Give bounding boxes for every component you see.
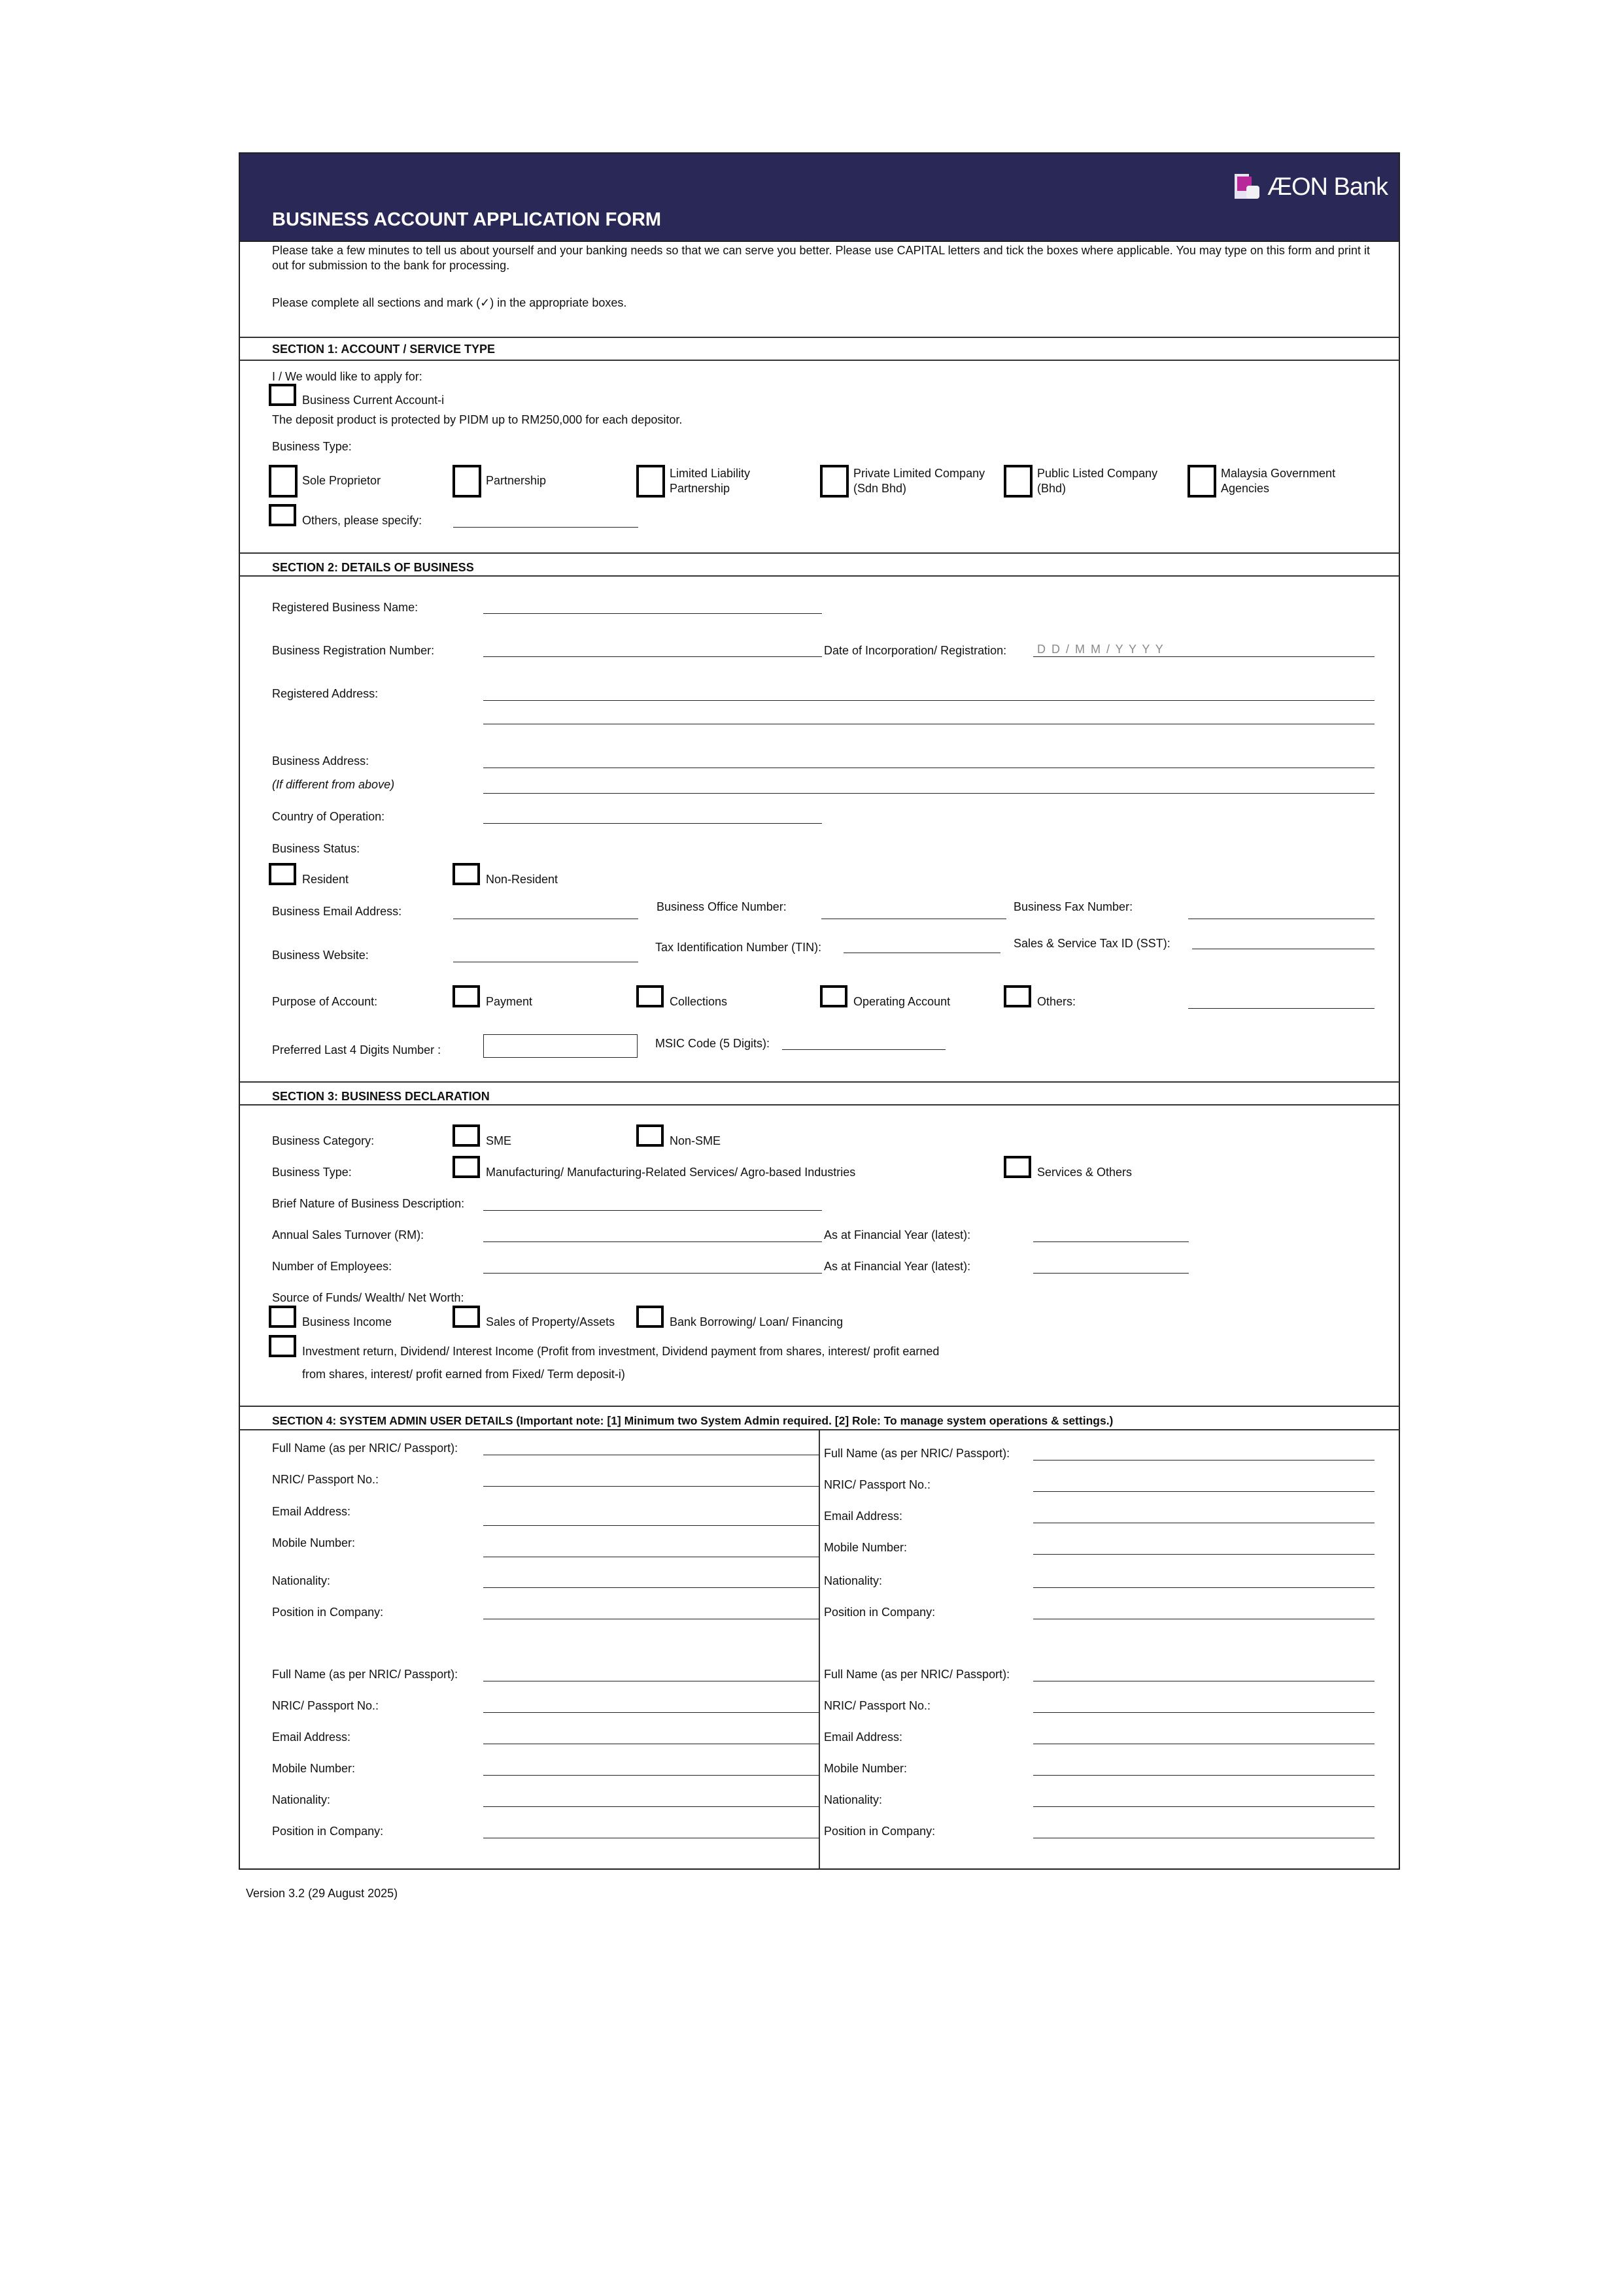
if-different-note: (If different from above) (272, 778, 395, 791)
office-number-label: Business Office Number: (657, 900, 787, 913)
purpose-others: Others: (1037, 995, 1076, 1008)
type-bhd-line2: (Bhd) (1037, 482, 1067, 495)
employees-line[interactable] (483, 1273, 822, 1274)
resident-label: Resident (302, 873, 349, 886)
nature-line[interactable] (483, 1210, 822, 1211)
checkbox-sdn-bhd[interactable] (820, 465, 849, 498)
form-title: BUSINESS ACCOUNT APPLICATION FORM (272, 209, 662, 230)
country-label: Country of Operation: (272, 810, 385, 823)
checkbox-sole-proprietor[interactable] (269, 465, 298, 498)
checkbox-others-purpose[interactable] (1004, 985, 1031, 1007)
non-resident-label: Non-Resident (486, 873, 558, 886)
admin3-nric-line[interactable] (483, 1712, 819, 1713)
admin4-mobile-line[interactable] (1033, 1775, 1375, 1776)
sme-label: SME (486, 1134, 512, 1147)
admin4-position-label: Position in Company: (824, 1825, 936, 1838)
admin2-mobile-label: Mobile Number: (824, 1541, 908, 1554)
admin2-nric-label: NRIC/ Passport No.: (824, 1478, 931, 1491)
turnover-fy-label: As at Financial Year (latest): (824, 1228, 971, 1241)
admin2-email-label: Email Address: (824, 1510, 903, 1523)
section3-heading: SECTION 3: BUSINESS DECLARATION (272, 1090, 490, 1103)
version-footer: Version 3.2 (29 August 2025) (246, 1887, 398, 1900)
apply-for-label: I / We would like to apply for: (272, 370, 422, 383)
msic-label: MSIC Code (5 Digits): (655, 1037, 770, 1050)
registration-number-line[interactable] (483, 656, 822, 657)
type-government-line1: Malaysia Government (1221, 467, 1336, 480)
purpose-payment: Payment (486, 995, 533, 1008)
type-llp-line1: Limited Liability (670, 467, 751, 480)
admin3-nric-label: NRIC/ Passport No.: (272, 1699, 379, 1712)
admin1-nationality-line[interactable] (483, 1587, 819, 1588)
admin2-position-label: Position in Company: (824, 1606, 936, 1619)
section1-head-rule (239, 360, 1399, 361)
section2-top-rule (239, 552, 1399, 554)
business-address-line-2[interactable] (483, 793, 1375, 794)
checkbox-resident[interactable] (269, 863, 296, 885)
checkbox-collections[interactable] (636, 985, 664, 1007)
logo-text: ÆON Bank (1267, 173, 1388, 201)
employees-fy-line[interactable] (1033, 1273, 1189, 1274)
admin1-full-name-label: Full Name (as per NRIC/ Passport): (272, 1442, 458, 1455)
source-business-income: Business Income (302, 1315, 392, 1328)
nature-label: Brief Nature of Business Description: (272, 1197, 465, 1210)
admin4-email-label: Email Address: (824, 1730, 903, 1744)
sst-label: Sales & Service Tax ID (SST): (1014, 937, 1170, 950)
checkbox-investment-return[interactable] (269, 1335, 296, 1357)
business-type-label: Business Type: (272, 440, 352, 453)
checkbox-sme[interactable] (453, 1124, 480, 1147)
admin1-position-label: Position in Company: (272, 1606, 384, 1619)
checkbox-operating-account[interactable] (820, 985, 847, 1007)
preferred-digits-input[interactable] (483, 1034, 638, 1058)
pidm-note: The deposit product is protected by PIDM up to RM250,000 for each depositor. (272, 413, 683, 426)
registered-address-line-1[interactable] (483, 700, 1375, 701)
others-specify-line[interactable] (453, 527, 638, 528)
purpose-label: Purpose of Account: (272, 995, 378, 1008)
services-label: Services & Others (1037, 1166, 1133, 1179)
section4-column-divider (819, 1429, 820, 1869)
country-line[interactable] (483, 823, 822, 824)
admin4-full-name-label: Full Name (as per NRIC/ Passport): (824, 1668, 1010, 1681)
admin2-nric-line[interactable] (1033, 1491, 1375, 1492)
registered-address-label: Registered Address: (272, 687, 379, 700)
business-type-label-s3: Business Type: (272, 1166, 352, 1179)
registered-name-line[interactable] (483, 613, 822, 614)
others-specify-label: Others, please specify: (302, 514, 422, 527)
source-label: Source of Funds/ Wealth/ Net Worth: (272, 1291, 464, 1304)
checkbox-bank-borrowing[interactable] (636, 1306, 664, 1328)
registration-number-label: Business Registration Number: (272, 644, 435, 657)
admin1-nric-label: NRIC/ Passport No.: (272, 1473, 379, 1486)
investment-line-1: Investment return, Dividend/ Interest Income (Profit from investment, Dividend payment from shares, interest/ profit earned (302, 1345, 940, 1358)
admin3-full-name-label: Full Name (as per NRIC/ Passport): (272, 1668, 458, 1681)
employees-label: Number of Employees: (272, 1260, 392, 1273)
admin4-nric-label: NRIC/ Passport No.: (824, 1699, 931, 1712)
section4-heading: SECTION 4: SYSTEM ADMIN USER DETAILS (Important note: [1] Minimum two System Admin required. [2] Role: To manage system operations & settings.) (272, 1414, 1114, 1427)
type-partnership: Partnership (486, 474, 547, 487)
type-bhd-line1: Public Listed Company (1037, 467, 1158, 480)
checkbox-government-agencies[interactable] (1187, 465, 1216, 498)
intro-text: Please take a few minutes to tell us about yourself and your banking needs so that we can serve you better. Please use CAPITAL letters and tick the boxes where applicable. You may type on this form and print it out for submission to the bank for processing. (272, 244, 1370, 272)
admin4-nationality-line[interactable] (1033, 1806, 1375, 1807)
checkbox-others[interactable] (269, 504, 296, 526)
section3-head-rule (239, 1104, 1399, 1106)
type-government-line2: Agencies (1221, 482, 1270, 495)
turnover-fy-line[interactable] (1033, 1241, 1189, 1242)
checkbox-sales-property[interactable] (453, 1306, 480, 1328)
source-bank-borrowing: Bank Borrowing/ Loan/ Financing (670, 1315, 844, 1328)
admin3-position-label: Position in Company: (272, 1825, 384, 1838)
website-label: Business Website: (272, 949, 369, 962)
date-placeholder: D D / M M / Y Y Y Y (1037, 643, 1165, 656)
employees-fy-label: As at Financial Year (latest): (824, 1260, 971, 1273)
admin1-nric-line[interactable] (483, 1486, 819, 1487)
admin3-mobile-line[interactable] (483, 1775, 819, 1776)
admin3-email-label: Email Address: (272, 1730, 351, 1744)
checkbox-business-income[interactable] (269, 1306, 296, 1328)
manufacturing-label: Manufacturing/ Manufacturing-Related Services/ Agro-based Industries (486, 1166, 856, 1179)
admin3-mobile-label: Mobile Number: (272, 1762, 356, 1775)
non-sme-label: Non-SME (670, 1134, 721, 1147)
checkbox-partnership[interactable] (453, 465, 481, 498)
section1-heading: SECTION 1: ACCOUNT / SERVICE TYPE (272, 343, 496, 356)
turnover-label: Annual Sales Turnover (RM): (272, 1228, 424, 1241)
business-status-label: Business Status: (272, 842, 360, 855)
tin-label: Tax Identification Number (TIN): (655, 941, 822, 954)
registered-name-label: Registered Business Name: (272, 601, 419, 614)
checkbox-bhd[interactable] (1004, 465, 1033, 498)
fax-number-label: Business Fax Number: (1014, 900, 1133, 913)
admin1-nationality-label: Nationality: (272, 1574, 331, 1587)
admin4-nationality-label: Nationality: (824, 1793, 883, 1806)
business-category-label: Business Category: (272, 1134, 375, 1147)
admin3-nationality-label: Nationality: (272, 1793, 331, 1806)
turnover-line[interactable] (483, 1241, 822, 1242)
admin1-mobile-label: Mobile Number: (272, 1536, 356, 1549)
admin2-full-name-label: Full Name (as per NRIC/ Passport): (824, 1447, 1010, 1460)
type-sole-proprietor: Sole Proprietor (302, 474, 381, 487)
checkbox-non-resident[interactable] (453, 863, 480, 885)
incorporation-date-line[interactable] (1033, 656, 1375, 657)
admin3-nationality-line[interactable] (483, 1806, 819, 1807)
email-label: Business Email Address: (272, 905, 402, 918)
checkbox-llp[interactable] (636, 465, 665, 498)
section1-top-rule (239, 337, 1399, 338)
purpose-collections: Collections (670, 995, 728, 1008)
type-sdn-bhd-line1: Private Limited Company (853, 467, 985, 480)
section3-top-rule (239, 1081, 1399, 1083)
source-sales-property: Sales of Property/Assets (486, 1315, 615, 1328)
investment-line-2: from shares, interest/ profit earned from Fixed/ Term deposit-i) (302, 1368, 625, 1381)
purpose-operating-account: Operating Account (853, 995, 951, 1008)
preferred-digits-label: Preferred Last 4 Digits Number : (272, 1043, 441, 1056)
checkbox-payment[interactable] (453, 985, 480, 1007)
admin4-mobile-label: Mobile Number: (824, 1762, 908, 1775)
admin1-email-line[interactable] (483, 1525, 819, 1526)
checkbox-business-current-account[interactable] (269, 384, 296, 406)
admin2-nationality-label: Nationality: (824, 1574, 883, 1587)
checkbox-non-sme[interactable] (636, 1124, 664, 1147)
business-address-label: Business Address: (272, 754, 369, 768)
business-current-account-label: Business Current Account-i (302, 394, 445, 407)
msic-line[interactable] (782, 1049, 946, 1050)
admin2-mobile-line[interactable] (1033, 1554, 1375, 1555)
type-sdn-bhd-line2: (Sdn Bhd) (853, 482, 907, 495)
section2-heading: SECTION 2: DETAILS OF BUSINESS (272, 561, 474, 574)
section2-head-rule (239, 575, 1399, 577)
checkbox-services[interactable] (1004, 1156, 1031, 1178)
purpose-others-line[interactable] (1188, 1008, 1375, 1009)
section4-top-rule (239, 1406, 1399, 1407)
intro-instruction: Please complete all sections and mark (✓) in the appropriate boxes. (272, 296, 627, 309)
admin2-nationality-line[interactable] (1033, 1587, 1375, 1588)
admin4-nric-line[interactable] (1033, 1712, 1375, 1713)
checkbox-manufacturing[interactable] (453, 1156, 480, 1178)
incorporation-date-label: Date of Incorporation/ Registration: (824, 644, 1007, 657)
admin1-email-label: Email Address: (272, 1505, 351, 1518)
type-llp-line2: Partnership (670, 482, 730, 495)
